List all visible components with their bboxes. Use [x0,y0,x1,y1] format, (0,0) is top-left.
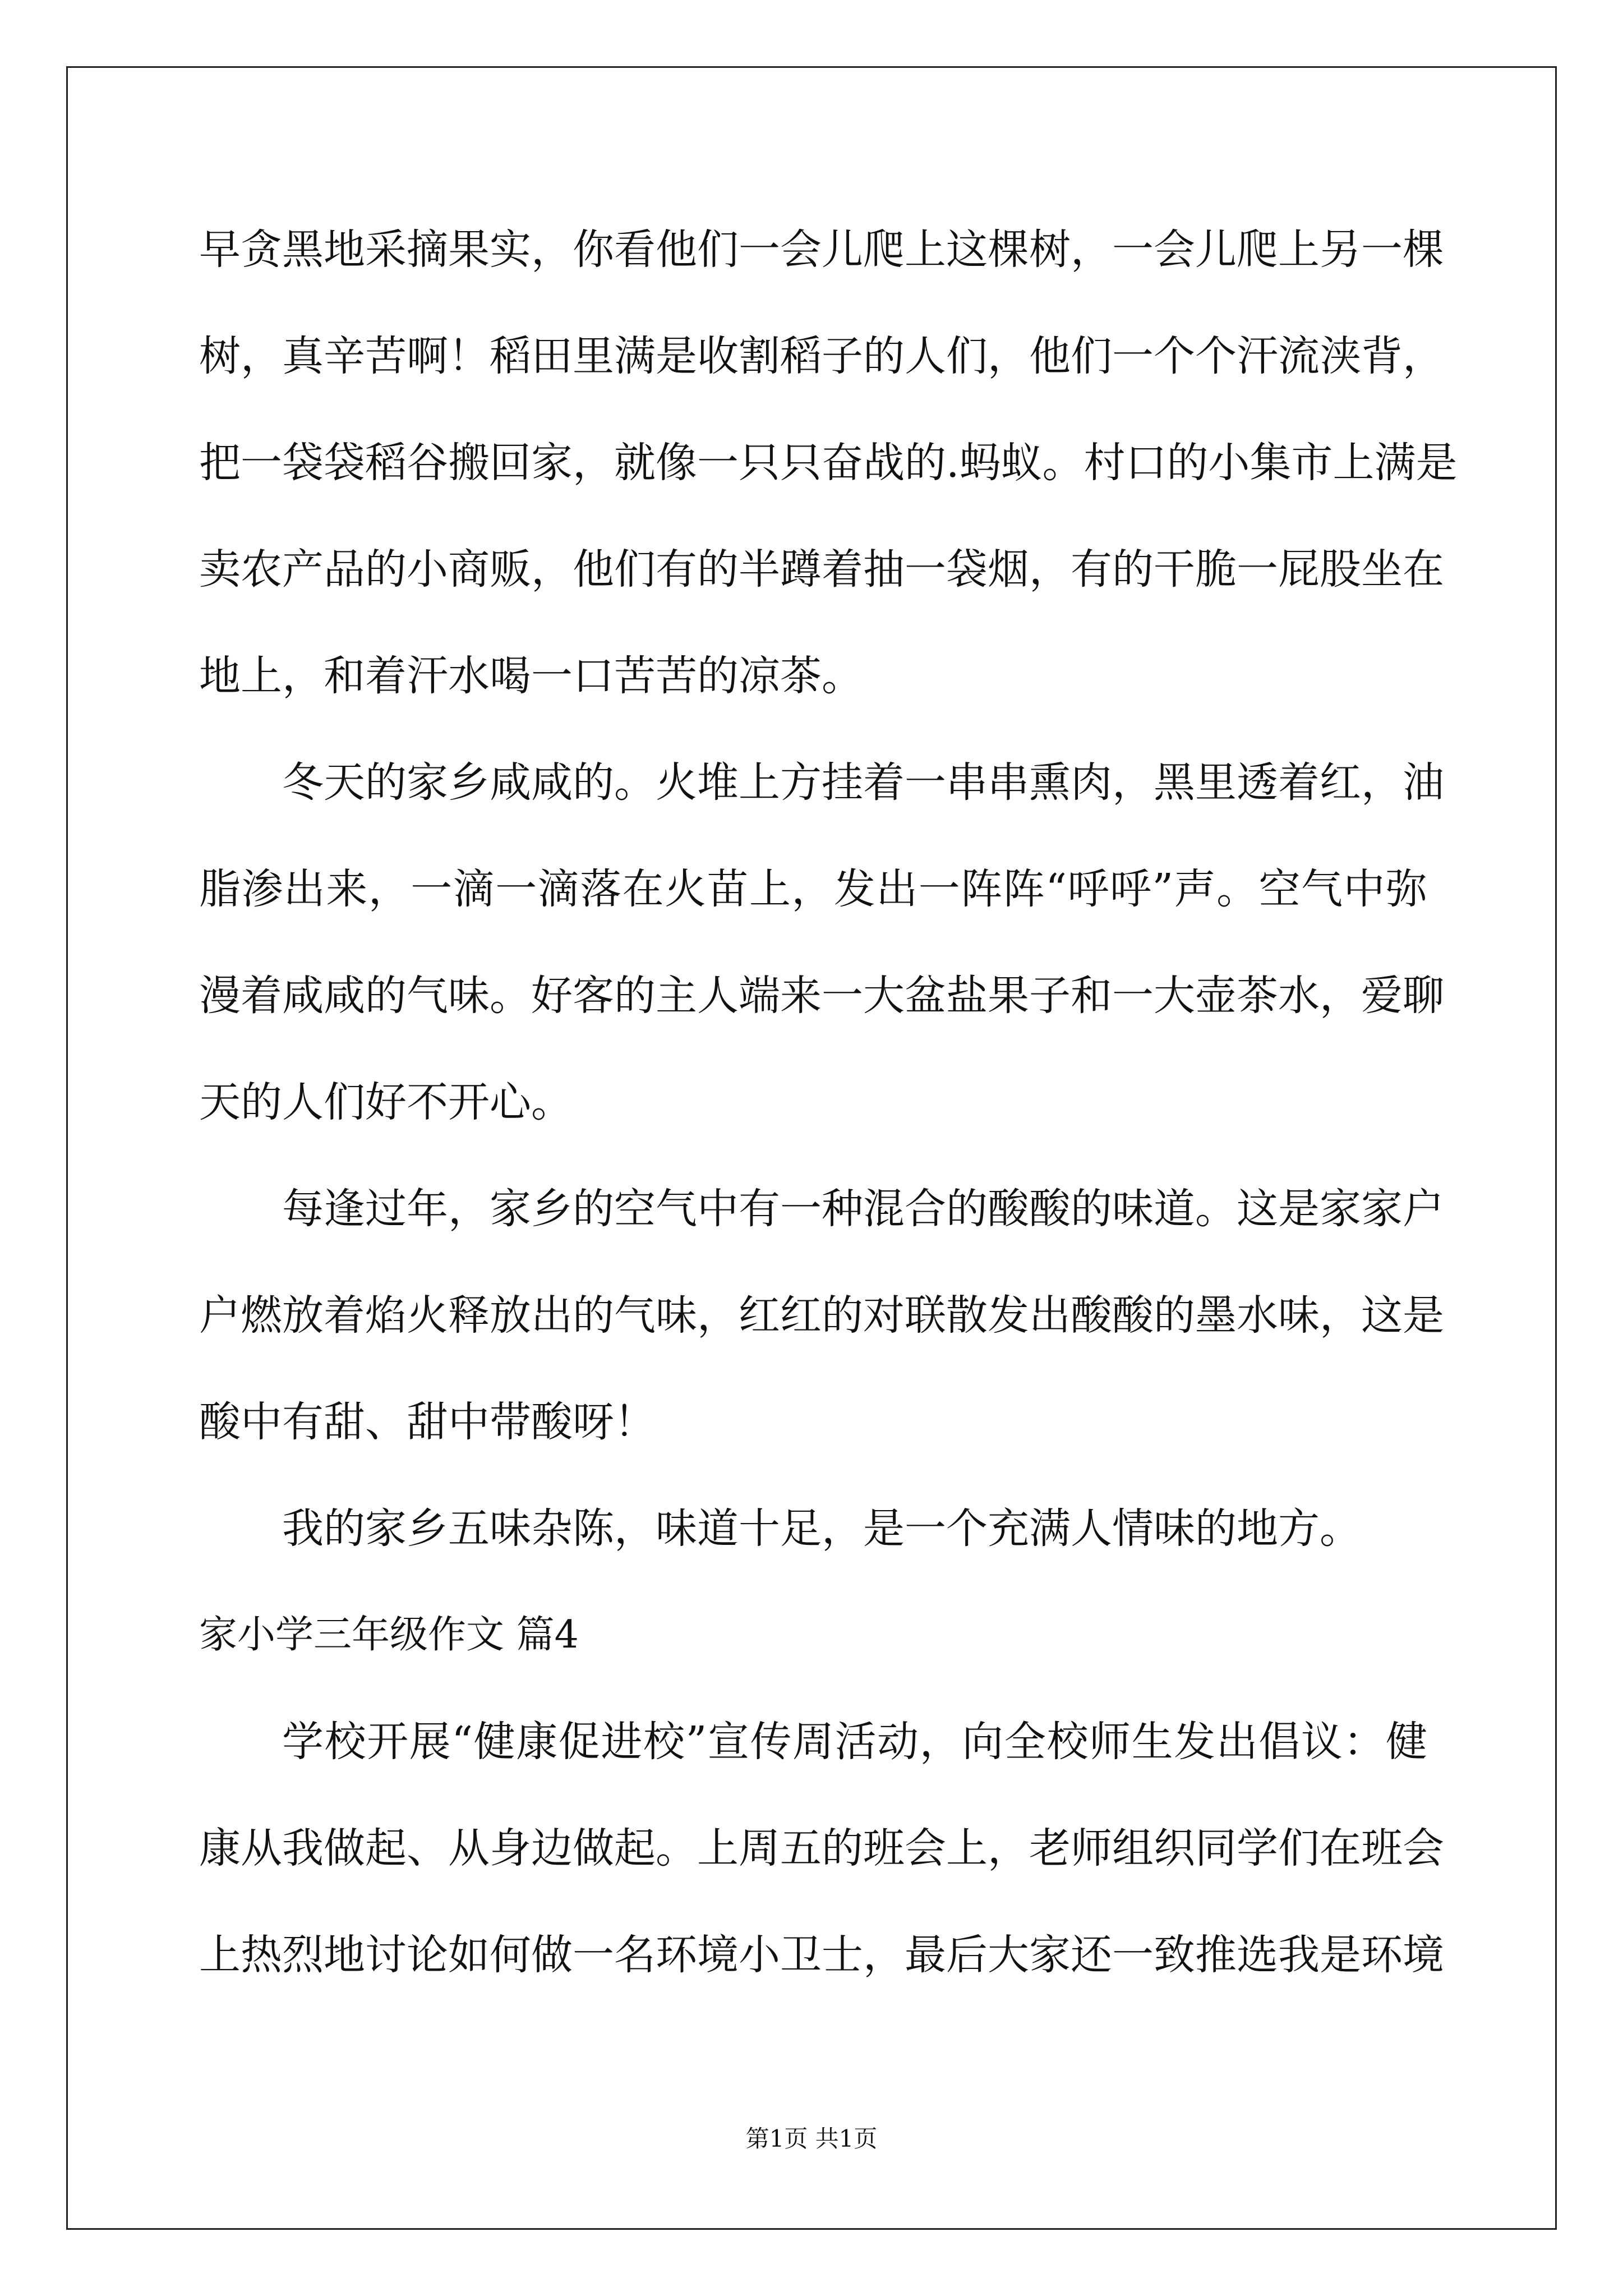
text-line: 户燃放着焰火释放出的气味，红红的对联散发出酸酸的墨水味，这是 [199,1291,1444,1340]
text-line: 天的人们好不开心。 [199,1078,573,1126]
text-line: 早贪黑地采摘果实，你看他们一会儿爬上这棵树，一会儿爬上另一棵 [199,226,1444,274]
text-line: 漫着咸咸的气味。好客的主人端来一大盆盐果子和一大壶茶水，爱聊 [199,972,1444,1020]
text-line: 地上，和着汗水喝一口苦苦的凉茶。 [199,652,863,700]
text-line: 脂渗出来，一滴一滴落在火苗上，发出一阵阵“呼呼”声。空气中弥 [199,865,1427,913]
text-line: 康从我做起、从身边做起。上周五的班会上，老师组织同学们在班会 [199,1824,1444,1872]
section-heading: 家小学三年级作文 篇4 [199,1613,579,1657]
page-number: 第1页 共1页 [745,2125,878,2152]
document-body [199,213,1458,2025]
text-line: 把一袋袋稻谷搬回家，就像一只只奋战的.蚂蚁。村口的小集市上满是 [199,439,1458,487]
text-line: 上热烈地讨论如何做一名环境小卫士，最后大家还一致推选我是环境 [199,1931,1444,1979]
text-line: 酸中有甜、甜中带酸呀！ [199,1398,656,1446]
text-line: 每逢过年，家乡的空气中有一种混合的酸酸的味道。这是家家户 [282,1185,1444,1233]
text-line: 学校开展“健康促进校”宣传周活动，向全校师生发出倡议：健 [282,1718,1427,1766]
text-line: 冬天的家乡咸咸的。火堆上方挂着一串串熏肉，黑里透着红，油 [282,758,1444,807]
text-line: 树，真辛苦啊！稻田里满是收割稻子的人们，他们一个个汗流浃背， [199,332,1444,380]
text-line: 我的家乡五味杂陈，味道十足，是一个充满人情味的地方。 [282,1504,1361,1553]
text-line: 卖农产品的小商贩，他们有的半蹲着抽一袋烟，有的干脆一屁股坐在 [199,545,1444,593]
